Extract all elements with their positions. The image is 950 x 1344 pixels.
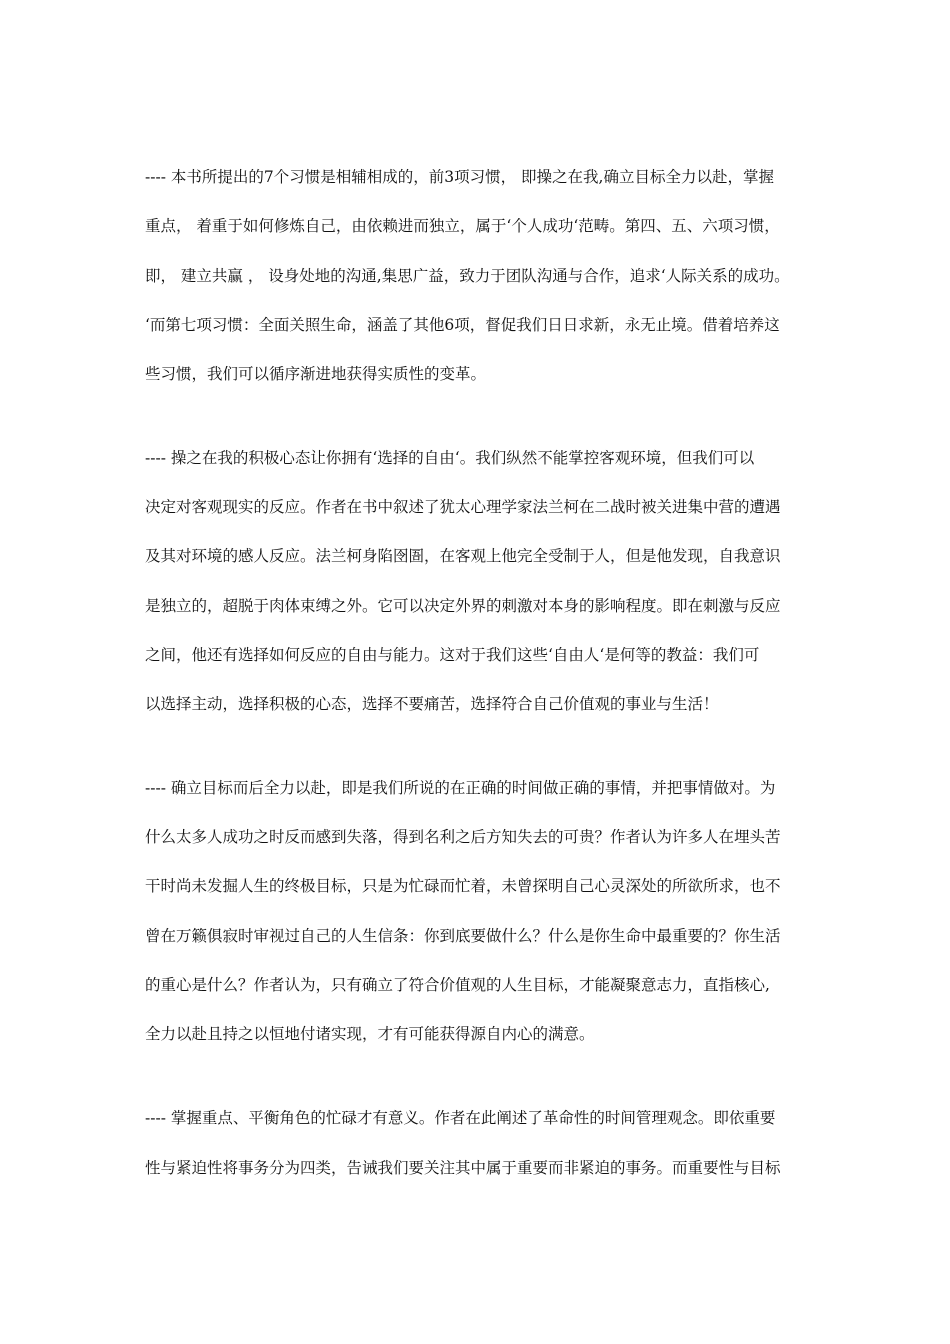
text-line: ---- 本书所提出的7个习惯是相辅相成的，前3项习惯， 即操之在我,确立目标全力以赴，掌握	[145, 168, 774, 186]
text-line: 些习惯，我们可以循序渐进地获得实质性的变革。	[145, 365, 487, 383]
text-line: 干时尚未发掘人生的终极目标，只是为忙碌而忙着，未曾探明自己心灵深处的所欲所求，也不	[145, 877, 781, 895]
text-line: 性与紧迫性将事务分为四类，告诫我们要关注其中属于重要而非紧迫的事务。而重要性与目标	[145, 1159, 781, 1177]
text-line: 重点， 着重于如何修炼自己，由依赖进而独立，属于‘个人成功‘范畴。第四、五、六项习惯，	[145, 217, 780, 235]
text-line: ---- 掌握重点、平衡角色的忙碌才有意义。作者在此阐述了革命性的时间管理观念。即依重要	[145, 1109, 776, 1127]
text-line: 什么太多人成功之时反而感到失落，得到名利之后方知失去的可贵？作者认为许多人在埋头苦	[145, 828, 781, 846]
text-line: 曾在万籁俱寂时审视过自己的人生信条：你到底要做什么？什么是你生命中最重要的？你生活	[145, 927, 781, 945]
text-line: 即， 建立共赢 ， 设身处地的沟通,集思广益，致力于团队沟通与合作，追求‘人际关系的成功。	[145, 267, 790, 285]
text-line: 之间，他还有选择如何反应的自由与能力。这对于我们这些‘自由人‘是何等的教益：我们可	[145, 646, 760, 664]
text-line: 及其对环境的感人反应。法兰柯身陷囹圄，在客观上他完全受制于人，但是他发现，自我意识	[145, 547, 781, 565]
text-line: 的重心是什么？作者认为，只有确立了符合价值观的人生目标，才能凝聚意志力，直指核心,	[145, 976, 770, 994]
text-line: ‘而第七项习惯：全面关照生命，涵盖了其他6项，督促我们日日求新，永无止境。借着培养这	[145, 316, 780, 334]
text-line: 全力以赴且持之以恒地付诸实现，才有可能获得源自内心的满意。	[145, 1025, 595, 1043]
text-line: 以选择主动，选择积极的心态，选择不要痛苦，选择符合自己价值观的事业与生活！	[145, 695, 719, 713]
text-line: ---- 确立目标而后全力以赴，即是我们所说的在正确的时间做正确的事情，并把事情做对。为	[145, 779, 776, 797]
text-line: 是独立的，超脱于肉体束缚之外。它可以决定外界的刺激对本身的影响程度。即在刺激与反应	[145, 597, 781, 615]
text-line: ---- 操之在我的积极心态让你拥有‘选择的自由‘。我们纵然不能掌控客观环境，但我们可以	[145, 449, 755, 467]
text-line: 决定对客观现实的反应。作者在书中叙述了犹太心理学家法兰柯在二战时被关进集中营的遭遇	[145, 498, 781, 516]
